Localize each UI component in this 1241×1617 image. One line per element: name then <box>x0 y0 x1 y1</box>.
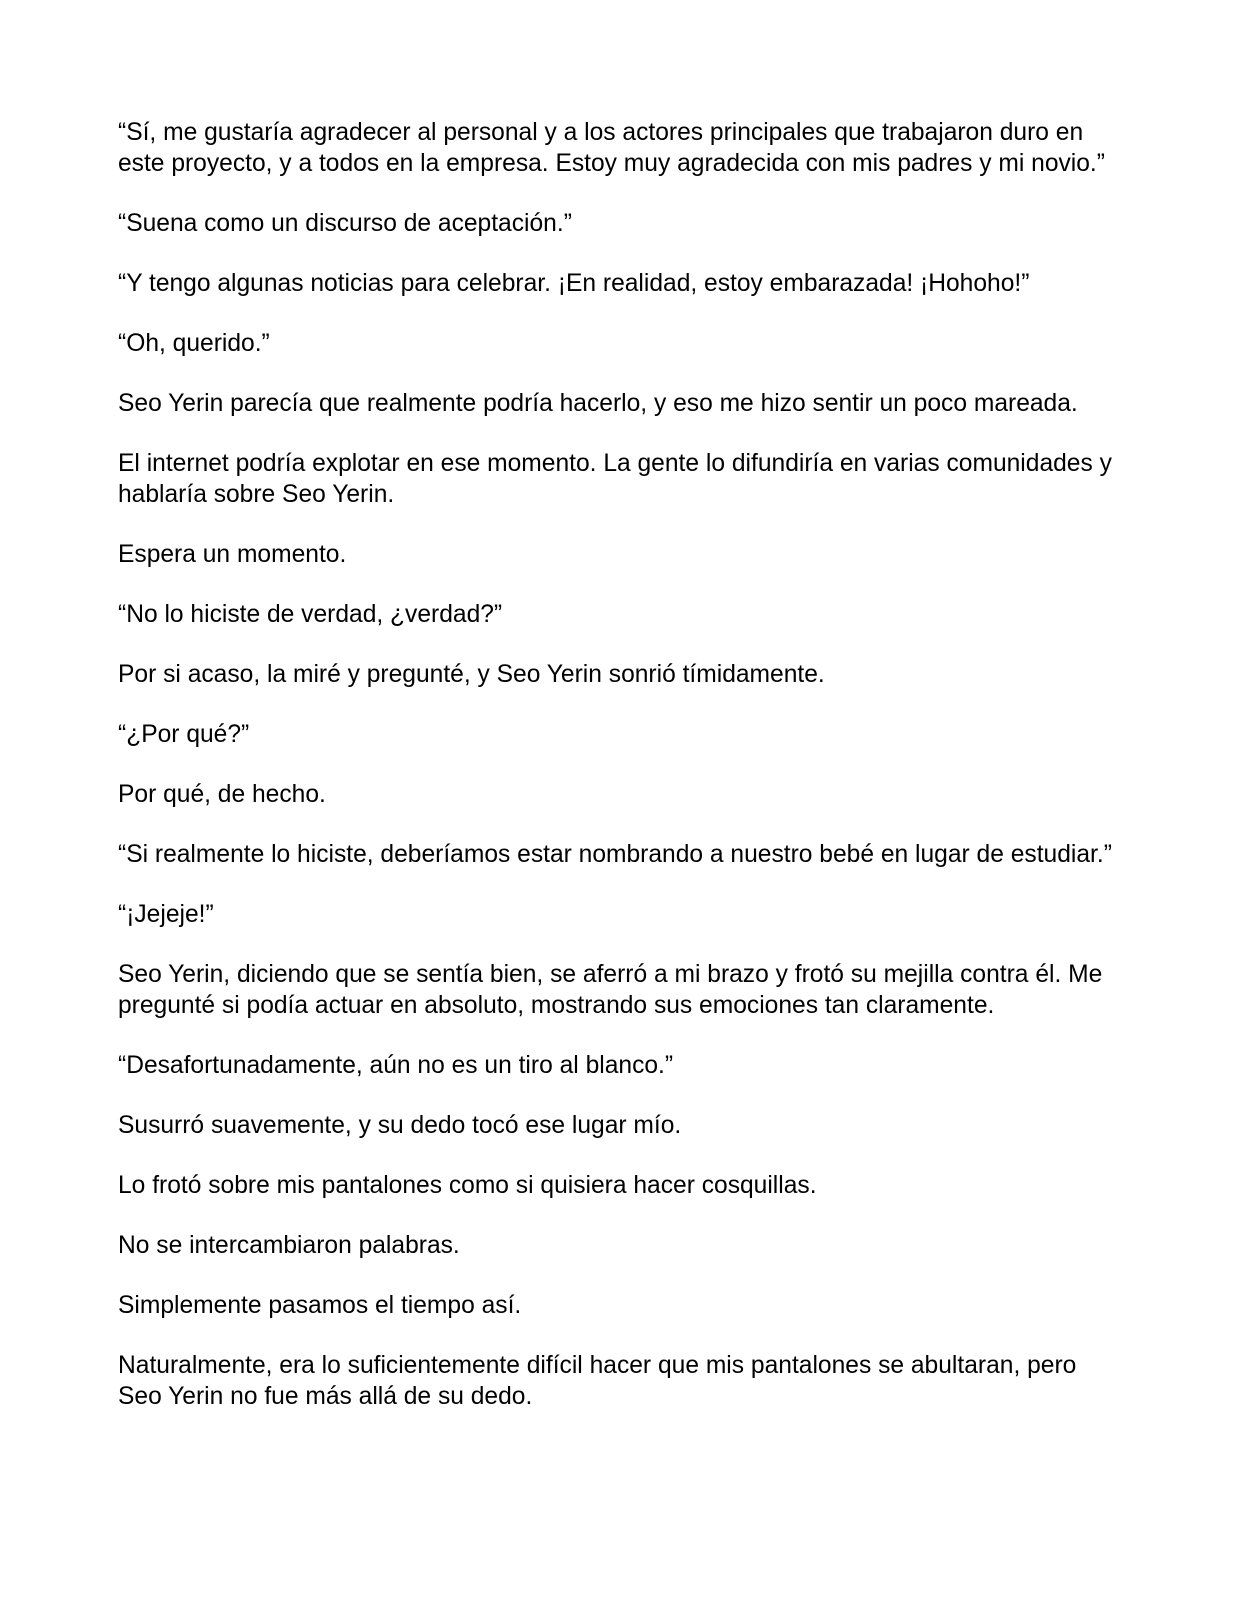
paragraph: “Y tengo algunas noticias para celebrar. ¡En realidad, estoy embarazada! ¡Hohoho!” <box>118 270 1030 297</box>
paragraph: Naturalmente, era lo suficientemente difícil hacer que mis pantalones se abultaran, pero Seo Yerin no fue más allá de su dedo. <box>118 1352 1077 1410</box>
paragraph: “Sí, me gustaría agradecer al personal y a los actores principales que trabajaron duro en este proyecto, y a todos en la empresa. Estoy muy agradecida con mis padres y mi novio.” <box>118 119 1105 177</box>
paragraph: “Suena como un discurso de aceptación.” <box>118 210 572 237</box>
paragraph: “No lo hiciste de verdad, ¿verdad?” <box>118 601 503 628</box>
paragraph: “Si realmente lo hiciste, deberíamos estar nombrando a nuestro bebé en lugar de estudiar.” <box>118 841 1112 868</box>
paragraph: Por si acaso, la miré y pregunté, y Seo Yerin sonrió tímidamente. <box>118 661 825 688</box>
paragraph: “Desafortunadamente, aún no es un tiro al blanco.” <box>118 1052 674 1079</box>
paragraph: El internet podría explotar en ese momento. La gente lo difundiría en varias comunidades y hablaría sobre Seo Yerin. <box>118 450 1112 508</box>
paragraph: “¡Jejeje!” <box>118 901 214 928</box>
paragraph: Por qué, de hecho. <box>118 781 326 808</box>
paragraph: “Oh, querido.” <box>118 330 270 357</box>
paragraph: Susurró suavemente, y su dedo tocó ese lugar mío. <box>118 1112 682 1139</box>
paragraph: Simplemente pasamos el tiempo así. <box>118 1292 522 1319</box>
paragraph: Espera un momento. <box>118 541 347 568</box>
document-body <box>118 117 1118 1441</box>
paragraph: Lo frotó sobre mis pantalones como si quisiera hacer cosquillas. <box>118 1172 817 1199</box>
paragraph: Seo Yerin parecía que realmente podría hacerlo, y eso me hizo sentir un poco mareada. <box>118 390 1078 417</box>
paragraph: Seo Yerin, diciendo que se sentía bien, se aferró a mi brazo y frotó su mejilla contra él. Me pregunté si podía actuar en absoluto, mostrando sus emociones tan claramente. <box>118 961 1103 1019</box>
paragraph: “¿Por qué?” <box>118 721 250 748</box>
paragraph: No se intercambiaron palabras. <box>118 1232 460 1259</box>
